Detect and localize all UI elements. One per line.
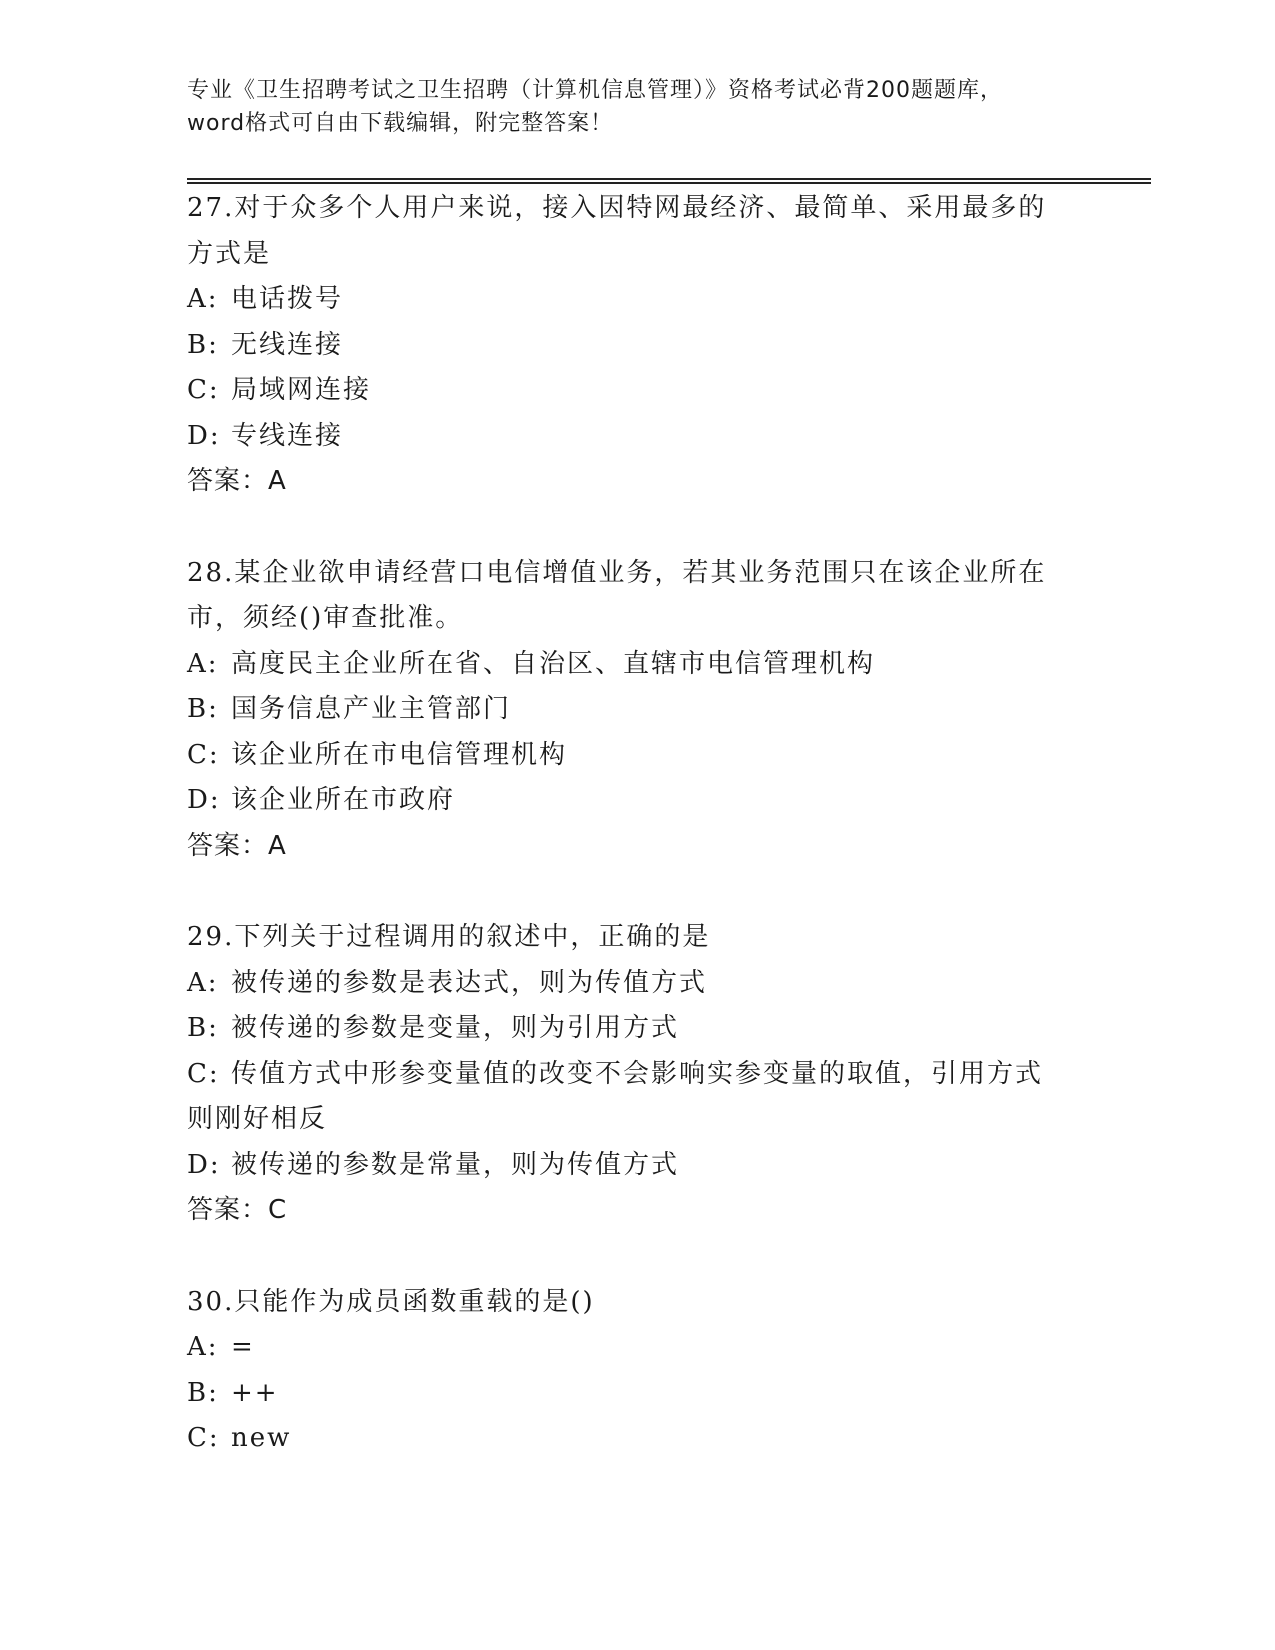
question-stem (187, 186, 1087, 277)
option-key: C: (187, 1423, 220, 1453)
option-key: A: (187, 648, 219, 679)
answer-line: 答案：A (187, 466, 287, 496)
header-divider-top (187, 178, 1151, 180)
option-text: 该企业所在市电信管理机构 (231, 739, 568, 770)
question-27 (187, 186, 1087, 505)
option-text: new (231, 1423, 292, 1453)
option-text: 专线连接 (231, 420, 344, 451)
option-a (187, 1325, 1087, 1371)
header-line-1: 专业《卫生招聘考试之卫生招聘（计算机信息管理）》资格考试必背200题题库， (187, 78, 1003, 103)
option-key: A: (187, 967, 219, 998)
option-key: A: (187, 1332, 219, 1362)
option-key: A: (187, 284, 219, 314)
option-key: B: (187, 329, 219, 360)
option-a (187, 277, 1087, 323)
option-d (187, 778, 1087, 824)
option-key: D: (187, 785, 221, 815)
option-text: 电话拨号 (231, 284, 344, 314)
question-30 (187, 1280, 1087, 1462)
answer-line: 答案：C (187, 1195, 288, 1225)
option-c (187, 1052, 1087, 1143)
option-a (187, 642, 1087, 688)
option-key: B: (187, 694, 219, 724)
option-text: 该企业所在市政府 (231, 785, 456, 815)
option-text: = (231, 1332, 255, 1362)
question-stem (187, 1280, 1087, 1326)
option-text: 传值方式中形参变量值的改变不会影响实参变量的取值，引用方式 (231, 1058, 1044, 1089)
question-stem-line: 30.只能作为成员函数重载的是() (187, 1286, 595, 1317)
option-text: 高度民主企业所在省、自治区、直辖市电信管理机构 (231, 648, 876, 679)
question-stem (187, 915, 1087, 961)
option-a (187, 961, 1087, 1007)
option-text: 被传递的参数是表达式，则为传值方式 (231, 967, 708, 998)
header-divider-bottom (187, 182, 1151, 184)
option-b (187, 1006, 1087, 1052)
question-stem-line: 27.对于众多个人用户来说，接入因特网最经济、最简单、采用最多的 (187, 193, 1047, 223)
option-d (187, 1143, 1087, 1189)
option-text: 局域网连接 (231, 375, 372, 405)
question-list (187, 186, 1087, 1462)
option-text: 被传递的参数是常量，则为传值方式 (231, 1149, 680, 1180)
answer-line: 答案：A (187, 830, 287, 861)
option-key: C: (187, 1058, 220, 1089)
option-b (187, 323, 1087, 369)
document-header (187, 74, 1087, 140)
option-text-continuation: 则刚好相反 (187, 1104, 328, 1134)
question-stem (187, 551, 1087, 642)
option-text: 无线连接 (231, 329, 344, 360)
option-key: C: (187, 375, 220, 405)
option-text: 国务信息产业主管部门 (231, 694, 512, 724)
option-d (187, 414, 1087, 460)
option-key: C: (187, 739, 220, 770)
option-key: D: (187, 420, 221, 451)
option-b (187, 687, 1087, 733)
option-c (187, 733, 1087, 779)
option-c (187, 1416, 1087, 1462)
question-stem-line: 29.下列关于过程调用的叙述中，正确的是 (187, 922, 711, 952)
question-28 (187, 551, 1087, 870)
option-key: D: (187, 1149, 221, 1180)
option-c (187, 368, 1087, 414)
option-text: ++ (231, 1377, 279, 1408)
question-stem-line: 市，须经()审查批准。 (187, 603, 464, 633)
option-text: 被传递的参数是变量，则为引用方式 (231, 1013, 680, 1043)
question-stem-line: 方式是 (187, 238, 272, 269)
option-key: B: (187, 1013, 219, 1043)
header-line-2: word格式可自由下载编辑，附完整答案！ (187, 111, 614, 136)
option-b (187, 1371, 1087, 1417)
question-29 (187, 915, 1087, 1234)
question-stem-line: 28.某企业欲申请经营口电信增值业务，若其业务范围只在该企业所在 (187, 557, 1047, 588)
option-key: B: (187, 1377, 219, 1408)
